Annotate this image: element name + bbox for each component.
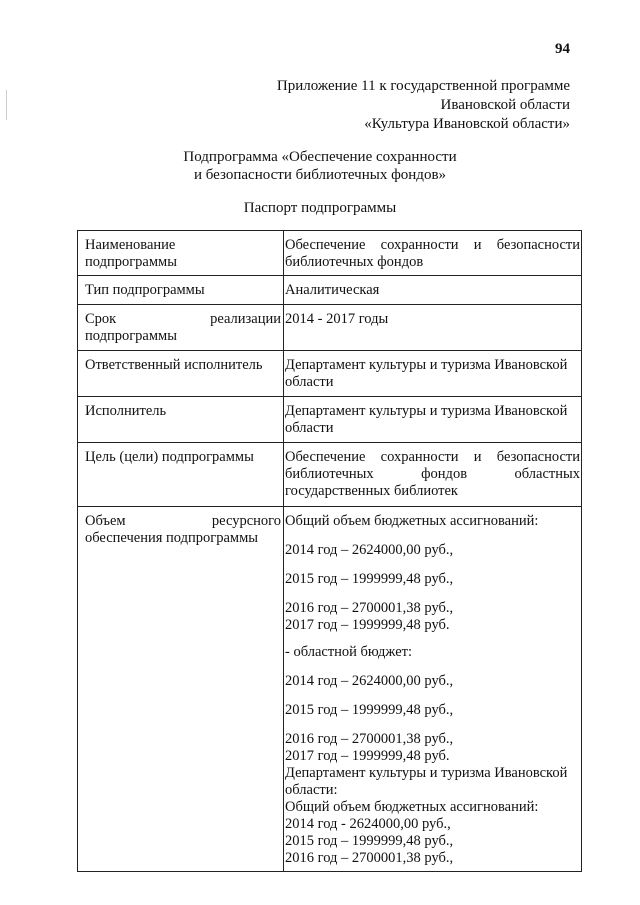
type-value: Аналитическая bbox=[284, 276, 582, 305]
funding-line: Общий объем бюджетных ассигнований: bbox=[285, 513, 539, 529]
funding-line: 2015 год – 1999999,48 руб., bbox=[285, 571, 454, 587]
appendix-line: «Культура Ивановской области» bbox=[364, 116, 570, 132]
funding-line: 2014 год - 2624000,00 руб., bbox=[285, 816, 451, 832]
responsible-label: Ответственный исполнитель bbox=[78, 351, 284, 397]
page-number: 94 bbox=[555, 41, 570, 57]
funding-line: 2016 год – 2700001,38 руб., bbox=[285, 850, 454, 866]
subprogram-title-line: Подпрограмма «Обеспечение сохранности bbox=[183, 149, 457, 165]
table-row-goal bbox=[78, 443, 582, 507]
funding-label: Объем ресурсного обеспечения подпрограммы bbox=[78, 507, 284, 872]
table-row-executor bbox=[78, 397, 582, 443]
funding-line: 2015 год – 1999999,48 руб., bbox=[285, 702, 454, 718]
funding-value bbox=[284, 507, 582, 872]
table-row-responsible bbox=[78, 351, 582, 397]
appendix-header bbox=[190, 77, 570, 134]
table-row-type bbox=[78, 276, 582, 305]
funding-line: Департамент культуры и туризма Ивановской bbox=[285, 765, 568, 781]
executor-label: Исполнитель bbox=[78, 397, 284, 443]
passport-title: Паспорт подпрограммы bbox=[243, 200, 397, 216]
funding-line: - областной бюджет: bbox=[285, 644, 413, 660]
appendix-line: Приложение 11 к государственной программе bbox=[276, 78, 570, 94]
scan-margin-mark bbox=[6, 90, 7, 120]
funding-line: 2017 год – 1999999,48 руб. bbox=[285, 748, 450, 764]
table-row-term bbox=[78, 305, 582, 351]
table-row-name bbox=[78, 231, 582, 276]
table-row-funding bbox=[78, 507, 582, 872]
subprogram-title-line: и безопасности библиотечных фондов» bbox=[193, 167, 447, 183]
term-label: Срок реализации подпрограммы bbox=[78, 305, 284, 351]
funding-line: 2016 год – 2700001,38 руб., bbox=[285, 600, 454, 616]
name-value: Обеспечение сохранности и безопасности библиотечных фондов bbox=[284, 231, 582, 276]
funding-line: 2014 год – 2624000,00 руб., bbox=[285, 673, 454, 689]
funding-line: 2017 год – 1999999,48 руб. bbox=[285, 617, 450, 633]
passport-table bbox=[77, 230, 582, 872]
term-value: 2014 - 2017 годы bbox=[284, 305, 582, 351]
funding-line: 2015 год – 1999999,48 руб., bbox=[285, 833, 454, 849]
goal-value: Обеспечение сохранности и безопасности библиотечных фондов областных государственных библиотек bbox=[284, 443, 582, 507]
funding-line: 2014 год – 2624000,00 руб., bbox=[285, 542, 454, 558]
subprogram-title bbox=[130, 148, 510, 184]
funding-line: 2016 год – 2700001,38 руб., bbox=[285, 731, 454, 747]
responsible-value: Департамент культуры и туризма Ивановской области bbox=[284, 351, 582, 397]
executor-value: Департамент культуры и туризма Ивановской области bbox=[284, 397, 582, 443]
name-label: Наименование подпрограммы bbox=[78, 231, 284, 276]
funding-line: области: bbox=[285, 782, 338, 798]
appendix-line: Ивановской области bbox=[440, 97, 570, 113]
type-label: Тип подпрограммы bbox=[78, 276, 284, 305]
goal-label: Цель (цели) подпрограммы bbox=[78, 443, 284, 507]
funding-line: Общий объем бюджетных ассигнований: bbox=[285, 799, 539, 815]
